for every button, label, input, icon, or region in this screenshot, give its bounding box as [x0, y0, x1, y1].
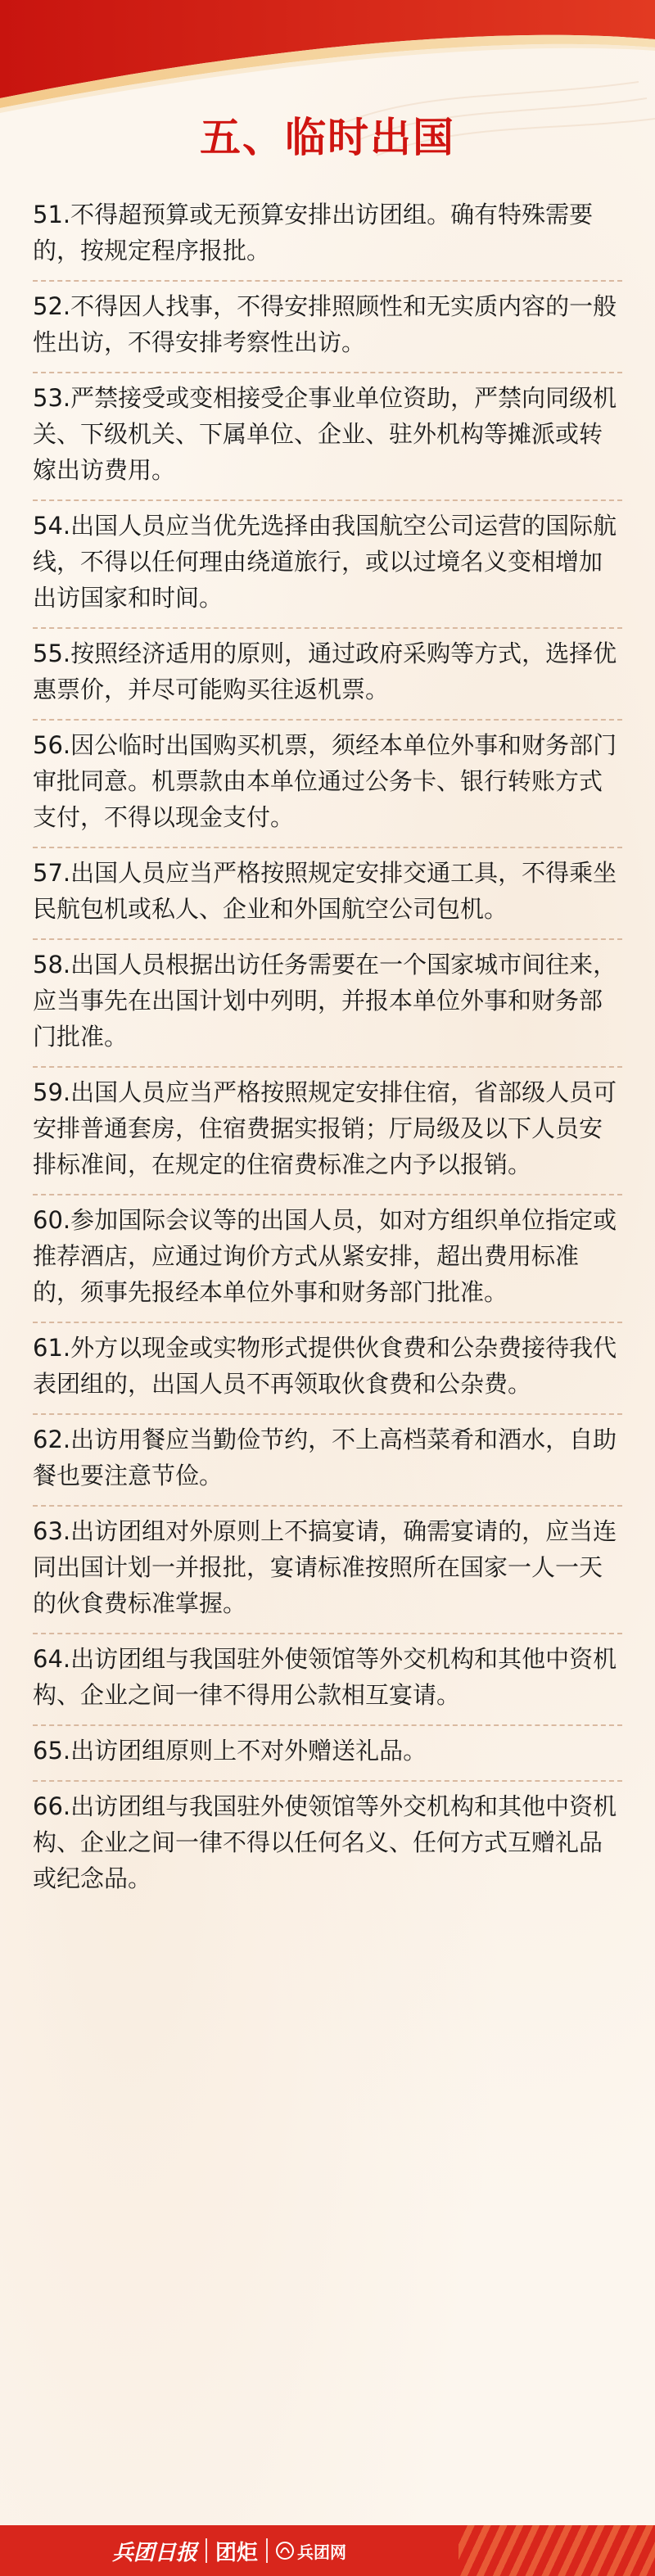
- rule-item: 59.出国人员应当严格按照规定安排住宿，省部级人员可安排普通套房，住宿费据实报销；厅局级及以下人员安排标准间，在规定的住宿费标准之内予以报销。: [33, 1068, 622, 1195]
- rules-list: [33, 190, 622, 1908]
- rule-item: 53.严禁接受或变相接受企事业单位资助，严禁向同级机关、下级机关、下属单位、企业、驻外机构等摊派或转嫁出访费用。: [33, 373, 622, 501]
- footer-band: [0, 2525, 655, 2576]
- footer-stripes: [458, 2525, 655, 2576]
- brand-tuanju: 团炬: [215, 2540, 259, 2565]
- rule-item: 62.出访用餐应当勤俭节约，不上高档菜肴和酒水，自助餐也要注意节俭。: [33, 1415, 622, 1507]
- brand-divider: [266, 2538, 268, 2563]
- rule-item: 61.外方以现金或实物形式提供伙食费和公杂费接待我代表团组的，出国人员不再领取伙食费和公杂费。: [33, 1323, 622, 1415]
- rule-item: 60.参加国际会议等的出国人员，如对方组织单位指定或推荐酒店，应通过询价方式从紧安排，超出费用标准的，须事先报经本单位外事和财务部门批准。: [33, 1195, 622, 1323]
- brand-bingtuan-daily: 兵团日报: [111, 2540, 197, 2565]
- rule-item: 65.出访团组原则上不对外赠送礼品。: [33, 1726, 622, 1782]
- brand-bingtuan-net-label: 兵团网: [297, 2542, 347, 2562]
- footer-brands: [0, 2525, 458, 2576]
- brand-divider: [206, 2538, 207, 2563]
- page-title: 五、临时出国: [200, 114, 455, 161]
- rule-item: 66.出访团组与我国驻外使领馆等外交机构和其他中资机构、企业之间一律不得以任何名义、任何方式互赠礼品或纪念品。: [33, 1792, 617, 1892]
- rule-item: 58.出国人员根据出访任务需要在一个国家城市间往来，应当事先在出国计划中列明，并报本单位外事和财务部门批准。: [33, 940, 622, 1068]
- rule-item: 64.出访团组与我国驻外使领馆等外交机构和其他中资机构、企业之间一律不得用公款相互宴请。: [33, 1634, 622, 1726]
- rule-item: 57.出国人员应当严格按照规定安排交通工具，不得乘坐民航包机或私人、企业和外国航空公司包机。: [33, 848, 622, 940]
- rule-item: 56.因公临时出国购买机票，须经本单位外事和财务部门审批同意。机票款由本单位通过公务卡、银行转账方式支付，不得以现金支付。: [33, 721, 622, 848]
- bingtuan-logo-icon: [276, 2542, 294, 2560]
- brand-bingtuan-net: [276, 2539, 346, 2563]
- rule-item: 54.出国人员应当优先选择由我国航空公司运营的国际航线，不得以任何理由绕道旅行，或以过境名义变相增加出访国家和时间。: [33, 501, 622, 629]
- rule-item: 52.不得因人找事，不得安排照顾性和无实质内容的一般性出访，不得安排考察性出访。: [33, 282, 622, 373]
- rule-item: 55.按照经济适用的原则，通过政府采购等方式，选择优惠票价，并尽可能购买往返机票。: [33, 629, 622, 721]
- rule-item: 51.不得超预算或无预算安排出访团组。确有特殊需要的，按规定程序报批。: [33, 190, 622, 282]
- rule-item: 63.出访团组对外原则上不搞宴请，确需宴请的，应当连同出国计划一并报批，宴请标准按照所在国家一人一天的伙食费标准掌握。: [33, 1507, 622, 1634]
